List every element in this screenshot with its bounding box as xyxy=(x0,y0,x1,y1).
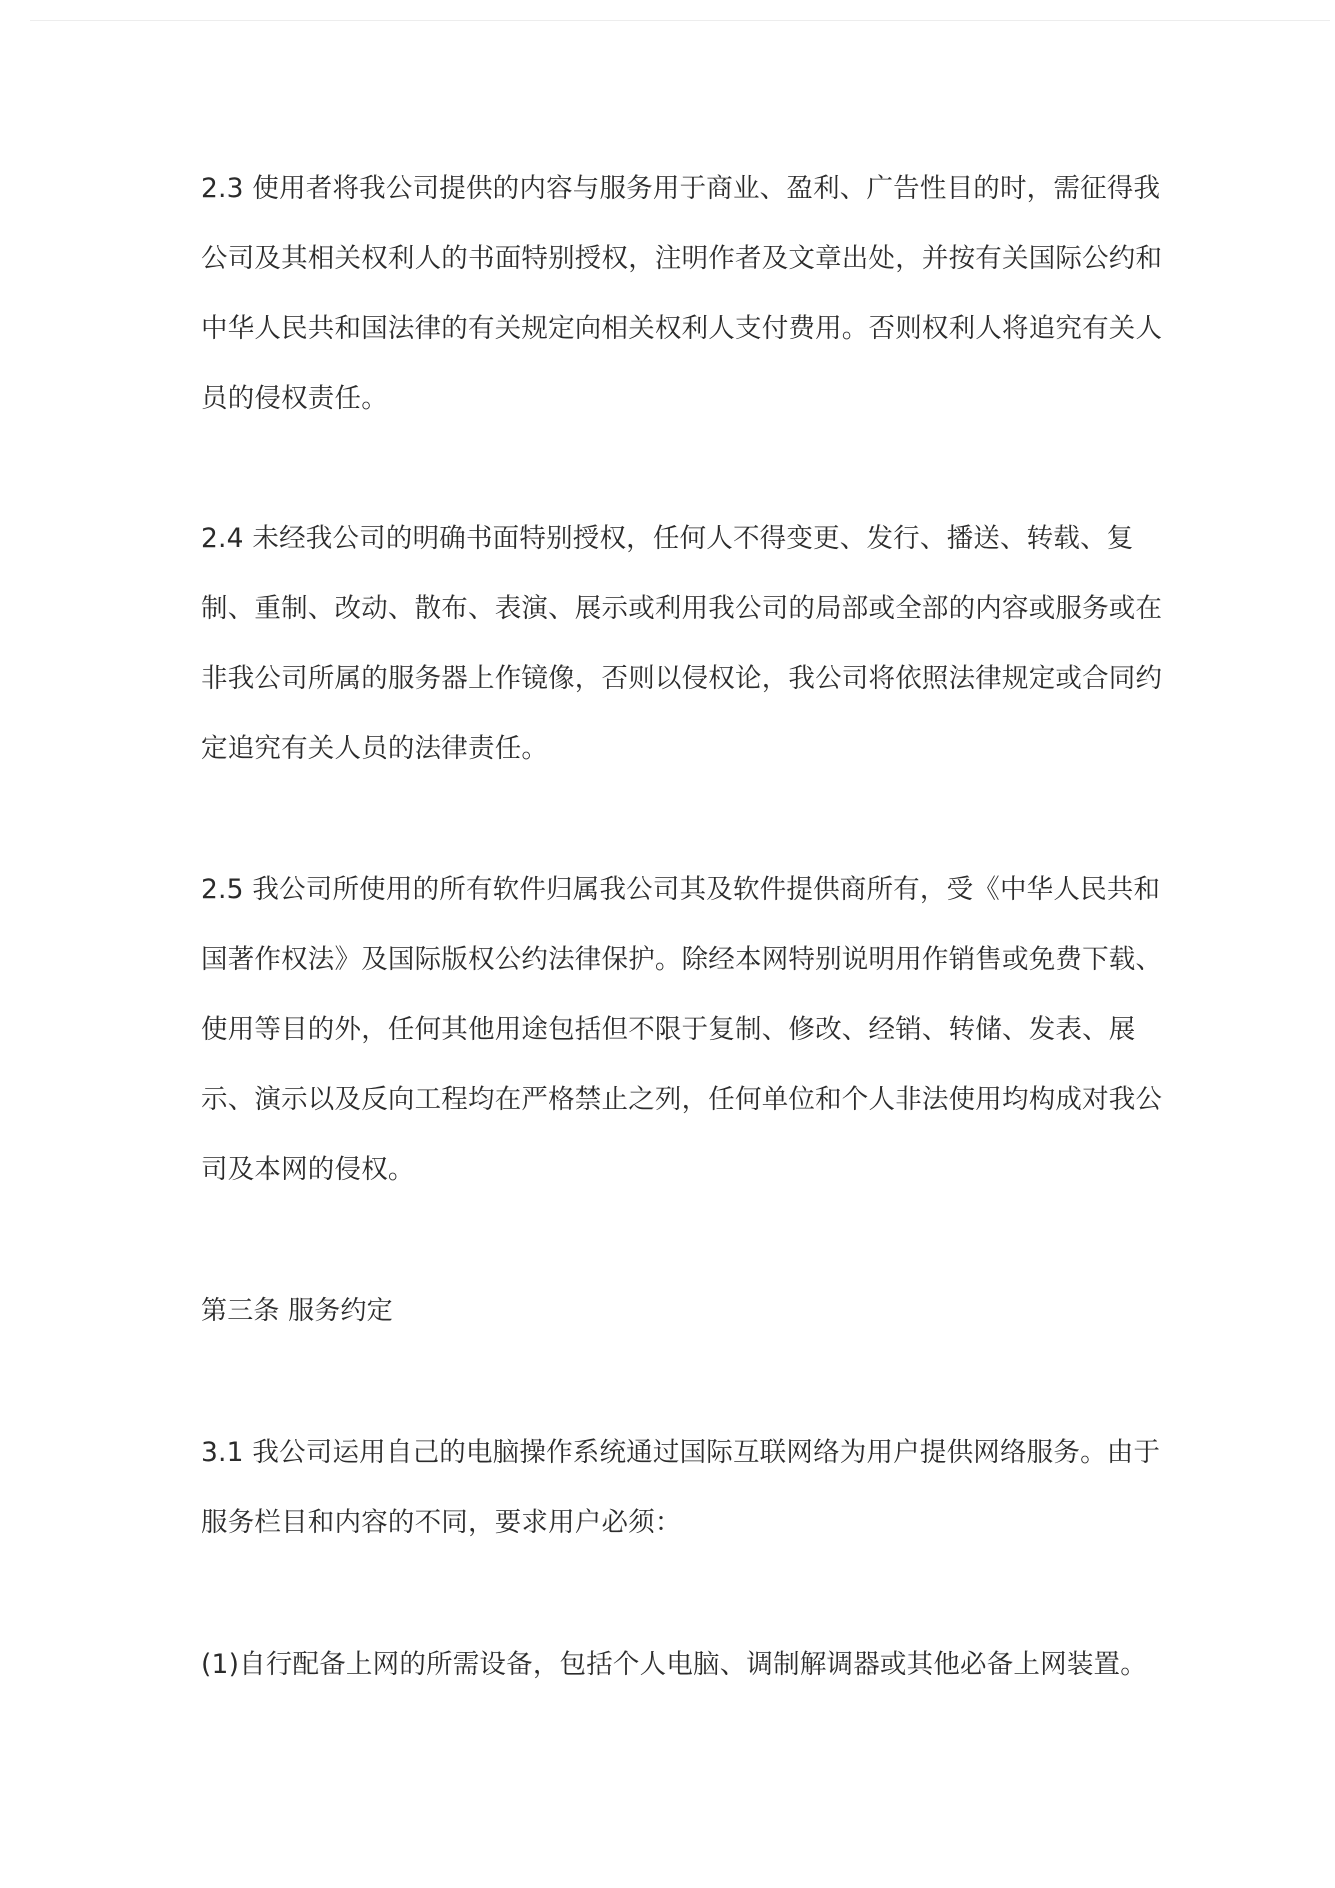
clause-2-5-line-1: 2.5 我公司所使用的所有软件归属我公司其及软件提供商所有，受《中华人民共和 xyxy=(201,874,1161,905)
item-1 xyxy=(201,1630,1147,1700)
clause-2-3-line-3: 中华人民共和国法律的有关规定向相关权利人支付费用。否则权利人将追究有关人 xyxy=(201,313,1163,344)
article-3-heading: 第三条 服务约定 xyxy=(201,1296,393,1326)
clause-2-5-line-4: 示、演示以及反向工程均在严格禁止之列，任何单位和个人非法使用均构成对我公 xyxy=(201,1084,1163,1115)
clause-2-5 xyxy=(201,855,1163,1205)
clause-2-4-line-4: 定追究有关人员的法律责任。 xyxy=(201,733,549,764)
clause-2-5-line-2: 国著作权法》及国际版权公约法律保护。除经本网特别说明用作销售或免费下载、 xyxy=(201,944,1163,975)
clause-2-4-line-1: 2.4 未经我公司的明确书面特别授权，任何人不得变更、发行、播送、转载、复 xyxy=(201,523,1134,554)
article-3 xyxy=(201,1276,1141,1346)
clause-3-1-line-2: 服务栏目和内容的不同，要求用户必须： xyxy=(201,1507,682,1538)
clause-2-3-line-1: 2.3 使用者将我公司提供的内容与服务用于商业、盈利、广告性目的时，需征得我 xyxy=(201,173,1161,204)
item-1-line-1: (1)自行配备上网的所需设备，包括个人电脑、调制解调器或其他必备上网装置。 xyxy=(201,1649,1147,1680)
clause-2-5-line-3: 使用等目的外，任何其他用途包括但不限于复制、修改、经销、转储、发表、展 xyxy=(201,1014,1136,1045)
clause-2-5-line-5: 司及本网的侵权。 xyxy=(201,1154,415,1185)
page-top-edge xyxy=(30,20,1330,21)
clause-3-1 xyxy=(201,1418,1161,1558)
clause-2-4-line-2: 制、重制、改动、散布、表演、展示或利用我公司的局部或全部的内容或服务或在 xyxy=(201,593,1163,624)
clause-2-3-line-4: 员的侵权责任。 xyxy=(201,383,388,414)
clause-2-4-line-3: 非我公司所属的服务器上作镜像，否则以侵权论，我公司将依照法律规定或合同约 xyxy=(201,663,1163,694)
clause-2-4 xyxy=(201,504,1163,784)
clause-2-3-line-2: 公司及其相关权利人的书面特别授权，注明作者及文章出处，并按有关国际公约和 xyxy=(201,243,1163,274)
clause-2-3 xyxy=(201,154,1163,434)
clause-3-1-line-1: 3.1 我公司运用自己的电脑操作系统通过国际互联网络为用户提供网络服务。由于 xyxy=(201,1437,1161,1468)
